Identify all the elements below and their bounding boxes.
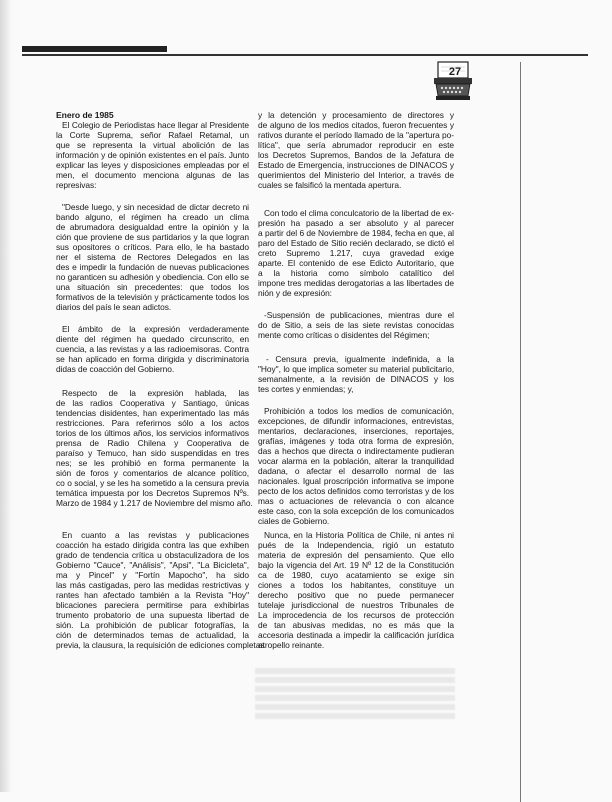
right-column-text-line: dadana, o afectar el desarrollo normal de las xyxy=(258,466,454,476)
right-column-text-line: ciales de Gobierno. xyxy=(258,516,330,526)
left-column-text-line: sión de foros y comentarios de alcance político, xyxy=(56,468,249,478)
right-column-text-line: -Suspensión de publicaciones, mientras dure el xyxy=(264,310,454,320)
left-column-text-line: coacción ha estado dirigida contra las que exhiben xyxy=(56,540,249,550)
left-column-text-line: represivas: xyxy=(56,180,97,190)
left-column-text-line: Respecto de la expresión hablada, las xyxy=(62,388,249,398)
right-column-text-line: Nunca, en la Historia Política de Chile, ni antes ni xyxy=(264,530,454,540)
left-column-text-line: de las radios Cooperativa y Santiago, únicas xyxy=(56,398,249,408)
left-column-text-line: des e impedir la fundación de nuevas publicaciones xyxy=(56,262,249,272)
header-bar xyxy=(22,46,167,52)
right-column-text-line: mente como críticas o disidentes del Régimen; xyxy=(258,330,430,340)
right-column-text-line: materia de expresión del pensamiento. Que ello xyxy=(258,550,454,560)
right-column-text-line: los Decretos Supremos, Bandos de la Jefatura de xyxy=(258,150,454,160)
left-column-text-line: Gobierno "Cauce", "Análisis", "Apsi", "La Bicicleta", xyxy=(56,560,249,570)
right-column-text-line: rativos durante el período llamado de la "apertura po- xyxy=(258,130,454,140)
right-column-text-line: a partir del 6 de Noviembre de 1984, fecha en que, al xyxy=(258,228,454,238)
right-column-text-line: cuales se falsificó la mentada apertura. xyxy=(258,180,402,190)
left-column-text-line: Enero de 1985 xyxy=(56,110,114,120)
right-column-text-line: "Hoy", lo que implica someter su material publicitario, xyxy=(258,364,454,374)
header-rule xyxy=(22,54,588,56)
right-column-text-line: nión y de expresión: xyxy=(258,288,332,298)
left-column-text-line: sión. La prohibición de publicar fotografías, la xyxy=(56,620,249,630)
right-column-text-line: semanalmente, a la revisión de DINACOS y los xyxy=(258,374,454,384)
left-column-text-line: explicar las leyes y disposiciones empleadas por el xyxy=(56,160,249,170)
left-column-text-line: las más castigadas, pero las medidas restrictivas y xyxy=(56,580,249,590)
right-column-text-line: de alguno de los medios citados, fueron frecuentes y xyxy=(258,120,454,130)
right-column-text-line: impone tres medidas derogatorias a las libertades de xyxy=(258,278,454,288)
right-column-text-line: mas o actuaciones de relevancia o con alcance xyxy=(258,496,454,506)
left-column-text-line: no garanticen su adhesión y obediencia. Con ello se xyxy=(56,272,249,282)
right-column-text-line: Con todo el clima conculcatorio de la libertad de ex- xyxy=(264,208,454,218)
left-column-text-line: previa, la clausura, la requisición de ediciones completas xyxy=(56,640,265,650)
right-column-text-line: y la detención y procesamiento de directores y xyxy=(258,110,454,120)
left-column-text-line: diente del régimen ha quedado circunscrito, en xyxy=(56,334,249,344)
left-column-text-line: grado de tendencia crítica u obstaculizadora de los xyxy=(56,550,249,560)
right-column-text-line: do de Sitio, a seis de las siete revistas conocidas xyxy=(258,320,454,330)
left-column-text-line: información y de opinión existentes en el país. Junto xyxy=(56,150,249,160)
right-column-text-line: ca de 1980, cuyo acatamiento se exige sin xyxy=(258,570,454,580)
left-column-text-line: se han aplicado en forma dirigida y discriminatoria xyxy=(56,354,249,364)
right-column-text-line: grafías, imágenes y toda otra forma de expresión, xyxy=(258,436,454,446)
page-number: 27 xyxy=(448,66,462,78)
right-column-text-line: derecho positivo que no puede permanecer xyxy=(258,590,454,600)
right-column-text-line: creto Supremo 1.217, cuya gravedad exige xyxy=(258,248,454,258)
left-column-text-line: En cuanto a las revistas y publicaciones xyxy=(62,530,249,540)
left-column-text-line: ner el sistema de Rectores Delegados en las xyxy=(56,252,249,262)
right-column-text-line: aparte. El contenido de ese Edicto Autoritario, que xyxy=(258,258,454,268)
margin-line xyxy=(520,62,521,802)
left-column-text-line: restricciones. Para referirnos sólo a los actos xyxy=(56,418,249,428)
left-column-text-line: una situación sin precedentes: que todos los xyxy=(56,282,249,292)
right-column-text-line: bajo la vigencia del Art. 19 Nº 12 de la Constitución xyxy=(258,560,454,570)
left-column-text-line: Marzo de 1984 y 1.217 de Noviembre del mismo año. xyxy=(56,498,253,508)
right-column-text-line: - Censura previa, igualmente indefinida, a la xyxy=(266,354,454,364)
left-column-text-line: ción de determinados temas de actualidad, la xyxy=(56,630,249,640)
left-column-text-line: didas de coacción del Gobierno. xyxy=(56,364,175,374)
right-column-text-line: Prohibición a todos los medios de comunicación, xyxy=(264,406,454,416)
left-column-text-line: trumento probatorio de una supuesta libertad de xyxy=(56,610,249,620)
right-column-text-line: atropello reinante. xyxy=(258,640,325,650)
left-column-text-line: diarios del país le sean adictos. xyxy=(56,302,172,312)
right-column-text-line: tutelaje jurisdiccional de nuestros Tribunales de xyxy=(258,600,454,610)
left-column-text-line: El Colegio de Periodistas hace llegar al Presidente xyxy=(62,120,249,130)
left-column-text-line: bando alguno, el régimen ha creado un clima xyxy=(56,212,249,222)
left-column-text-line: sus opositores o críticos. Para ello, le ha bastado xyxy=(56,242,249,252)
left-column-text-line: ma y Pincel" y "Fortín Mapocho", ha sido xyxy=(56,570,249,580)
right-column-text-line: das a hechos que directa o indirectamente pudieran xyxy=(258,446,454,456)
left-column-text-line: que se representa la virtual abolición de las xyxy=(56,140,249,150)
left-column-text-line: blicaciones pareciera permitirse para exhibirlas xyxy=(56,600,249,610)
left-column-text-line: co o social, y se les ha sometido a la censura previa xyxy=(56,478,249,488)
right-column-text-line: excepciones, de difundir informaciones, entrevistas, xyxy=(258,416,454,426)
left-column-text-line: men, el documento menciona algunas de las xyxy=(56,170,249,180)
right-column-text-line: vocar alarma en la población, alterar la tranquilidad xyxy=(258,456,454,466)
left-column-text-line: rantes han afectado también a la Revista "Hoy" xyxy=(56,590,249,600)
right-column-text-line: de tan abusivas medidas, no es más que la xyxy=(258,620,454,630)
right-column-text-line: pués de la Independencia, rigió un estatuto xyxy=(258,540,454,550)
right-column-text-line: La improcedencia de los recursos de protección xyxy=(258,610,454,620)
right-column-text-line: pecto de los actos definidos como terroristas y de los xyxy=(258,486,454,496)
left-column-text-line: cuencia, a las revistas y a las radioemisoras. Contra xyxy=(56,344,249,354)
right-column-text-line: tes cortes y enmiendas; y, xyxy=(258,384,354,394)
left-column-text-line: paraíso y Temuco, han sido suspendidas en tres xyxy=(56,448,249,458)
left-column-text-line: prensa de Radio Chilena y Cooperativa de xyxy=(56,438,249,448)
right-column-text-line: este caso, con la sola excepción de los comunicados xyxy=(258,506,454,516)
right-column-text-line: nacionales. Igual proscripción informativa se impone xyxy=(258,476,454,486)
left-column-text-line: tendencias disidentes, han experimentado las más xyxy=(56,408,249,418)
right-column-text-line: accesoria destinada a impedir la calificación jurídica xyxy=(258,630,454,640)
left-column-text-line: "Desde luego, y sin necesidad de dictar decreto ni xyxy=(62,202,249,212)
faded-bleedthrough-text xyxy=(255,668,455,720)
left-column-text-line: nes; se les prohibió en forma permanente la xyxy=(56,458,249,468)
left-column-text-line: formativos de la televisión y prácticamente todos los xyxy=(56,292,249,302)
left-column-text-line: de abrumadora desigualdad entre la opinión y la xyxy=(56,222,249,232)
right-column-text-line: paro del Estado de Sitio recién declarado, se dictó el xyxy=(258,238,454,248)
right-column-text-line: Estado de Emergencia, instrucciones de DINACOS y xyxy=(258,160,454,170)
left-column-text-line: ción que proviene de sus partidarios y la que logran xyxy=(56,232,249,242)
scan-edge-shadow xyxy=(0,0,12,792)
right-column-text-line: querimientos del Ministerio del Interior, a través de xyxy=(258,170,454,180)
right-column-text-line: presión ha pasado a ser absoluto y al parecer xyxy=(258,218,454,228)
left-column-text-line: torios de los últimos años, los servicios informativos xyxy=(56,428,249,438)
right-column-text-line: a la historia como símbolo catalítico del xyxy=(258,268,454,278)
right-column-text-line: ciones a todos los habitantes, constituye un xyxy=(258,580,454,590)
left-column-text-line: temática impuesta por los Decretos Supremos Nºs. xyxy=(56,488,249,498)
right-column-text-line: mentarios, declaraciones, inserciones, reportajes, xyxy=(258,426,454,436)
left-column-text-line: El ámbito de la expresión verdaderamente xyxy=(62,324,249,334)
left-column-text-line: la Corte Suprema, señor Rafael Retamal, un xyxy=(56,130,249,140)
right-column-text-line: lítica", que sería abrumador reproducir en este xyxy=(258,140,454,150)
